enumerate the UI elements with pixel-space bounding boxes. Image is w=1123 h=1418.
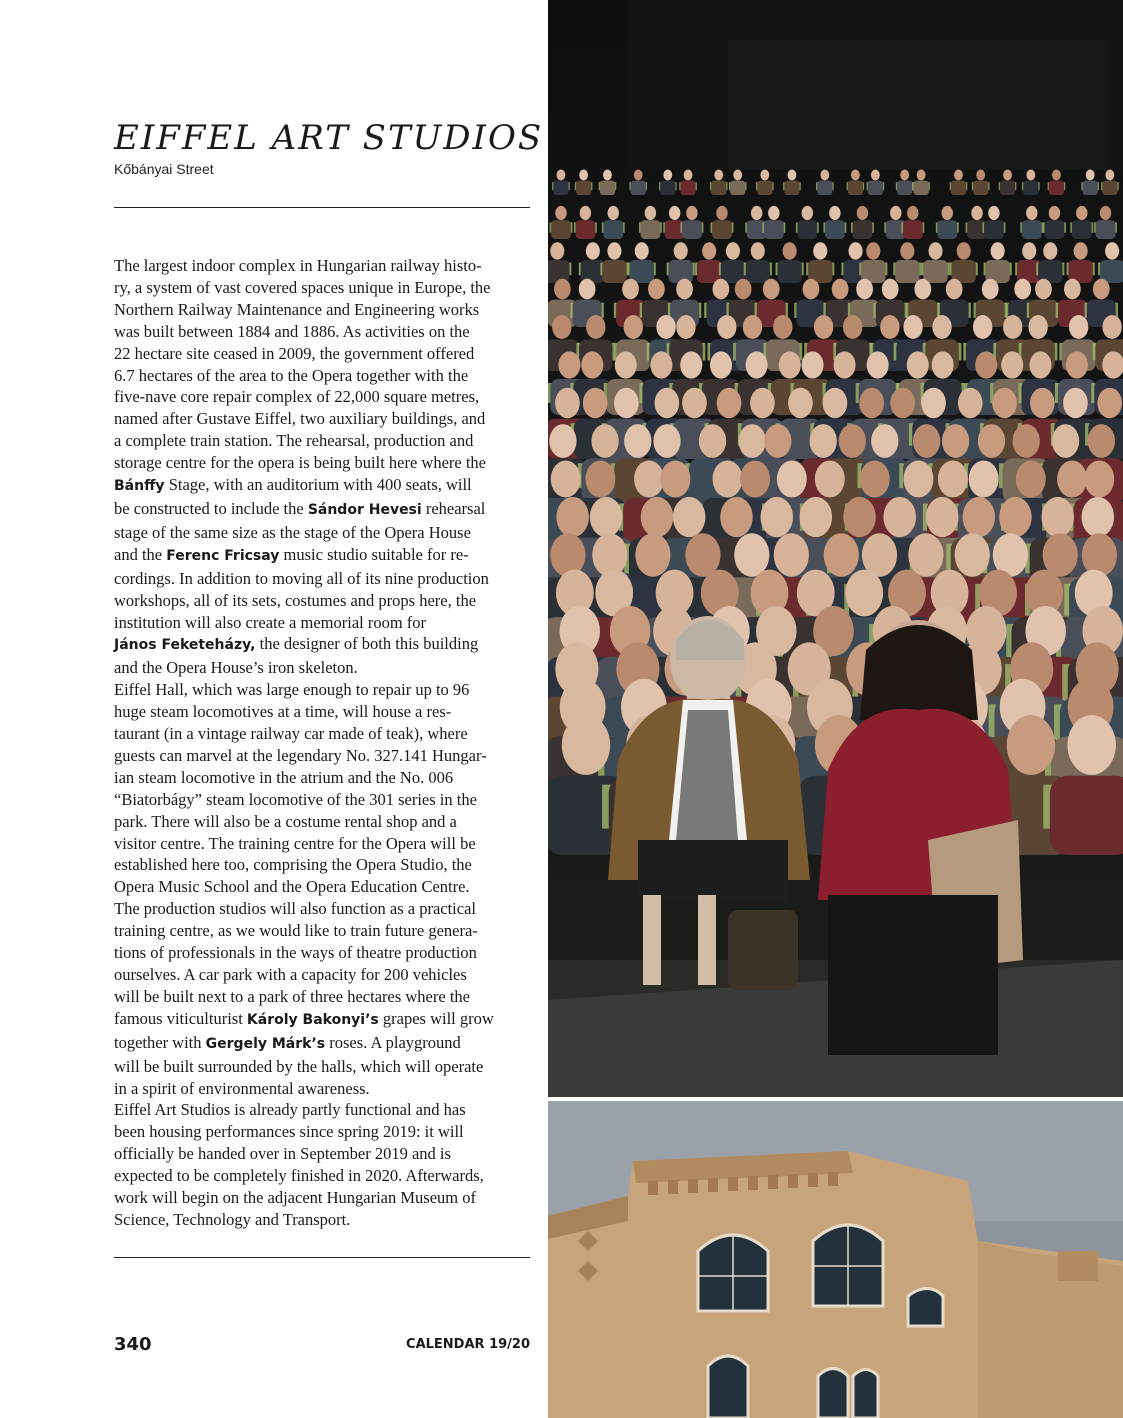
body-line: tions of professionals in the ways of theatre production <box>114 943 477 963</box>
body-line: workshops, all of its sets, costumes and props here, the <box>114 590 477 610</box>
body-line: The largest indoor complex in Hungarian railway histo- <box>114 256 482 275</box>
body-line: 6.7 hectares of the area to the Opera together with the <box>114 365 469 385</box>
body-line: taurant (in a vintage railway car made of teak), where <box>114 724 468 744</box>
body-line: been housing performances since spring 2019: it will <box>114 1122 464 1142</box>
body-text-segment: music studio suitable for re- <box>279 544 469 564</box>
body-line: storage centre for the opera is being built here where the <box>114 453 487 473</box>
body-line: and the Opera House’s iron skeleton. <box>114 658 358 678</box>
body-text-segment: the designer of both this building <box>255 634 479 654</box>
body-line: will be built surrounded by the halls, which will operate <box>114 1056 484 1076</box>
body-line: five-nave core repair complex of 22,000 square metres, <box>114 387 480 407</box>
body-text-segment: together with <box>114 1032 206 1052</box>
body-line: a complete train station. The rehearsal, production and <box>114 431 474 451</box>
body-line: guests can marvel at the legendary No. 327.141 Hungar- <box>114 745 487 765</box>
body-line <box>114 544 530 568</box>
body-text-segment: rehearsal <box>421 498 486 518</box>
body-line: training centre, as we would like to train future genera- <box>114 921 478 941</box>
brick-building-photo <box>548 1101 1123 1418</box>
body-line: established here too, comprising the Opera Studio, the <box>114 855 472 875</box>
text-column <box>114 0 544 1418</box>
body-line <box>114 1032 530 1056</box>
body-line: work will begin on the adjacent Hungarian Museum of <box>114 1188 476 1208</box>
body-text-segment: Stage, with an auditorium with 400 seats, will <box>164 475 472 495</box>
body-line <box>114 474 530 498</box>
body-text-segment: be constructed to include the <box>114 498 308 518</box>
highlighted-name: Gergely Márk’s <box>205 1035 326 1052</box>
page-subtitle: Kőbányai Street <box>114 161 214 177</box>
top-divider <box>114 207 530 208</box>
body-line: institution will also create a memorial room for <box>114 612 427 632</box>
body-text-segment: and the <box>114 544 167 564</box>
body-line: Eiffel Hall, which was large enough to repair up to 96 <box>114 680 470 700</box>
body-line: 22 hectare site ceased in 2009, the government offered <box>114 343 475 363</box>
audience-photo <box>548 0 1123 1097</box>
body-line: park. There will also be a costume rental shop and a <box>114 811 457 831</box>
body-text-segment: grapes will grow <box>378 1008 494 1028</box>
body-line: ourselves. A car park with a capacity for 200 vehicles <box>114 965 467 984</box>
body-text-segment: famous viticulturist <box>114 1008 247 1028</box>
body-line: Eiffel Art Studios is already partly functional and has <box>114 1100 466 1120</box>
body-line: named after Gustave Eiffel, two auxiliary buildings, and <box>114 409 486 429</box>
page-title: EIFFEL ART STUDIOS <box>114 118 544 158</box>
body-line: The production studios will also function as a practical <box>114 899 476 919</box>
bottom-divider <box>114 1257 530 1258</box>
body-line: ian steam locomotive in the atrium and the No. 006 <box>114 767 454 787</box>
body-line: stage of the same size as the stage of the Opera House <box>114 522 471 542</box>
highlighted-name: Károly Bakonyi’s <box>246 1011 379 1028</box>
body-line: Northern Railway Maintenance and Engineering works <box>114 299 480 319</box>
body-line <box>114 498 530 522</box>
highlighted-name: Ferenc Fricsay <box>166 547 280 564</box>
article-body <box>114 255 530 1231</box>
page-number: 340 <box>114 1334 152 1355</box>
body-line: ry, a system of vast covered spaces unique in Europe, the <box>114 277 491 297</box>
body-line: expected to be completely finished in 2020. Afterwards, <box>114 1166 484 1186</box>
body-line: in a spirit of environmental awareness. <box>114 1078 370 1098</box>
running-title: CALENDAR 19/20 <box>406 1337 530 1352</box>
body-text-segment: roses. A playground <box>325 1032 461 1052</box>
body-line: visitor centre. The training centre for the Opera will be <box>114 833 476 853</box>
highlighted-name: Bánffy <box>114 478 165 495</box>
body-line: officially be handed over in September 2019 and is <box>114 1144 451 1164</box>
body-line: will be built next to a park of three hectares where the <box>114 986 470 1006</box>
body-line: “Biatorbágy” steam locomotive of the 301 series in the <box>114 789 477 809</box>
highlighted-name: Sándor Hevesi <box>307 501 422 518</box>
body-line: huge steam locomotives at a time, will house a res- <box>114 702 452 722</box>
body-line <box>114 1008 530 1032</box>
body-line <box>114 633 530 657</box>
body-line: was built between 1884 and 1886. As activities on the <box>114 321 470 341</box>
body-line: cordings. In addition to moving all of its nine production <box>114 568 489 588</box>
body-line: Science, Technology and Transport. <box>114 1209 351 1229</box>
highlighted-name: János Feketeházy, <box>114 637 256 654</box>
body-line: Opera Music School and the Opera Education Centre. <box>114 877 470 897</box>
